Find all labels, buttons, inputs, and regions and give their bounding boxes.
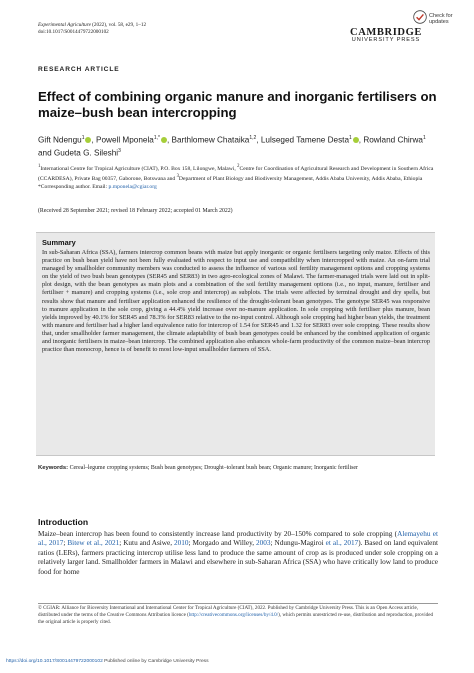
summary-heading: Summary: [42, 238, 76, 247]
author-affil-mark: 1,2: [249, 135, 257, 141]
affiliation-1: International Centre for Tropical Agriculture (CIAT), P.O. Box 158, Lilongwe, Malawi,: [40, 165, 236, 172]
author-name[interactable]: , Rowland Chirwa: [358, 135, 423, 145]
footer-doi-link[interactable]: https://doi.org/10.1017/S0014479722000102: [6, 659, 103, 664]
summary-text: In sub-Saharan Africa (SSA), farmers intercrop common beans with maize but apply inorganic or organic fertilisers targeting only maize. Effects of this practice on bush bean yield have not been fully evaluated with respect to input use and compatibility when intercropped with maize. An on-farm trial managed by smallholder community members was conducted to assess the influence of various soil fertility management options and cropping systems on the yield of two bush bean genotypes (SER45 and SER83) in two agro-ecological zones of Malawi. The farmer-managed trials were laid out in split-plot design, with the bean genotypes as main plots and a combination of the soil fertility management options (i.e., no input, manure, fertiliser and fertiliser + manure) and cropping systems (i.e., sole crop and intercrop) as subplots. The trials were affected by terminal drought and dry spells, but results show that manure and fertiliser application enhanced the resilience of the drought-tolerant bean genotypes. The genotype SER45 was responsive to manure application in the sole crop, giving a 44.4% yield increase over no-manure application. In sole cropping with fertiliser plus manure, bean yields improved by 40.1% for SER45 and 78.3% for SER83 relative to the no-input control. Although sole cropping had higher bean yields, the treatment with manure and fertiliser had a higher land equivalence ratio for intercrop of 1.54 for SER45 and 1.32 for SER83 over sole cropping. These results show that, under smallholder farmer management, the climate adaptability of bush bean genotypes could be enhanced by the combined application of organic and inorganic fertilisers in maize–bean intercrop. The combined application also enhances whole-farm productivity of the common maize–bean intercrop practice than monocrop, hence is of benefit to most low-input smallholder farmers of SSA.: [42, 249, 430, 354]
citation-link[interactable]: Alemayehu et al., 2017: [38, 530, 438, 548]
corresponding-email-link[interactable]: p.mponela@cgiar.org: [108, 183, 157, 190]
keywords-text: Cereal–legume cropping systems; Bush bean genotypes; Drought–tolerant bush bean; Organic manure; Inorganic fertiliser: [68, 465, 358, 471]
author-name[interactable]: Gift Ndengu: [38, 135, 82, 145]
citation-link[interactable]: et al., 2017: [325, 539, 359, 548]
publisher-logo: [336, 27, 436, 43]
introduction-heading: Introduction: [38, 517, 89, 527]
intro-text-run: ; Kutu and Asiwe,: [119, 539, 175, 548]
intro-text-run: ). Based on land equivalent ratios (LERs), farmers practicing intercrop utilise less land to produce the same amount of crop as is produced under sole cropping on a relatively larger land. Smallholder farmers in Malawi and elsewhere in sub-Saharan Africa (SSA) who have critically low land to produce food for home: [38, 539, 439, 576]
journal-volume: (2022), vol. 58, e29, 1–12: [90, 22, 147, 28]
journal-doi[interactable]: doi:10.1017/S0014479722000102: [38, 29, 109, 35]
keywords-label: Keywords:: [38, 465, 69, 471]
page-footer: [6, 659, 209, 664]
copyright-notice: [38, 605, 438, 626]
article-type: RESEARCH ARTICLE: [38, 66, 120, 73]
citation-link[interactable]: 2003: [256, 539, 271, 548]
intro-text-run: Maize–bean intercrop has been found to consistently increase land productivity by 20–150% compared to sole cropping (: [38, 530, 398, 538]
author-affil-mark: 1,*: [153, 135, 160, 141]
publisher-subname: UNIVERSITY PRESS: [351, 37, 421, 43]
intro-text-run: ; Morgado and Willey,: [188, 539, 257, 548]
intro-text-run: ;: [63, 539, 68, 548]
journal-meta: [38, 22, 146, 36]
copyright-text: © CGIAR: Alliance for Bioversity International and International Center for Tropical Agriculture (CIAT), 2022. Published by Cambridge University Press. This is an Open Access article, distributed under the terms of the Creative Commons Attribution licence (: [38, 605, 419, 618]
article-title: Effect of combining organic manure and inorganic fertilisers on maize–bush bean intercropping: [38, 89, 437, 120]
crossmark-label: Check for updates: [429, 13, 453, 25]
introduction-text: [38, 530, 438, 577]
keywords: [38, 464, 438, 472]
author-affil-mark: 3: [118, 147, 121, 154]
author-name[interactable]: , Barthlomew Chataika: [166, 135, 250, 145]
affiliation-3: Department of Plant Biology and Biodiversity Management, Addis Ababa University, Addis Ababa, Ethiopia: [178, 176, 423, 183]
footer-published-text: Published online by Cambridge University Press: [102, 659, 209, 664]
publisher-name: CAMBRIDGE: [350, 27, 422, 38]
author-name[interactable]: , Powell Mponela: [91, 135, 154, 145]
citation-link[interactable]: Bitew et al., 2021: [67, 539, 120, 548]
author-affil-mark: 1: [349, 135, 352, 141]
affiliations: $^1$International Centre for Tropical Agriculture (CIAT), P.O. Box 158, Lilongwe, Malawi, $^2$Centre for Coordination of Agricultural Research and Development in Southern Africa (CCARDESA), Private Bag 00357, Gaborone, Botswana and $^3$Department of Plant Biology and Biodiversity Management, Addis Ababa University, Addis Ababa, Ethiopia *Corresponding author. Email: p.mponela@cgiar.org: [38, 164, 434, 190]
crossmark-badge[interactable]: [413, 10, 465, 24]
footnote-divider: [38, 603, 438, 604]
citation-link[interactable]: 2010: [174, 539, 189, 548]
author-name[interactable]: , Lulseged Tamene Desta: [256, 135, 349, 145]
affiliation-2: Centre for Coordination of Agricultural Research and Development in Southern Africa (CCARDESA), Private Bag 00357, Gaborone, Botswana and: [38, 165, 434, 183]
author-affil-mark: 1: [422, 135, 426, 141]
intro-text-run: ; Ndungu-Magiroi: [270, 539, 326, 548]
author-name[interactable]: and Gudeta G. Sileshi: [38, 148, 119, 158]
corresponding-author-label: *Corresponding author. Email:: [38, 183, 109, 190]
copyright-text: ), which permits unrestricted re-use, distribution and reproduction, provided the original article is properly cited.: [38, 612, 434, 625]
license-link[interactable]: http://creativecommons.org/licenses/by/4.0/: [188, 612, 279, 618]
author-affil-mark: 1: [81, 135, 85, 141]
author-list: [38, 133, 438, 158]
received-dates: (Received 28 September 2021; revised 18 February 2022; accepted 01 March 2022): [38, 208, 233, 214]
journal-name: Experimental Agriculture: [38, 22, 91, 28]
crossmark-icon: [413, 10, 427, 24]
